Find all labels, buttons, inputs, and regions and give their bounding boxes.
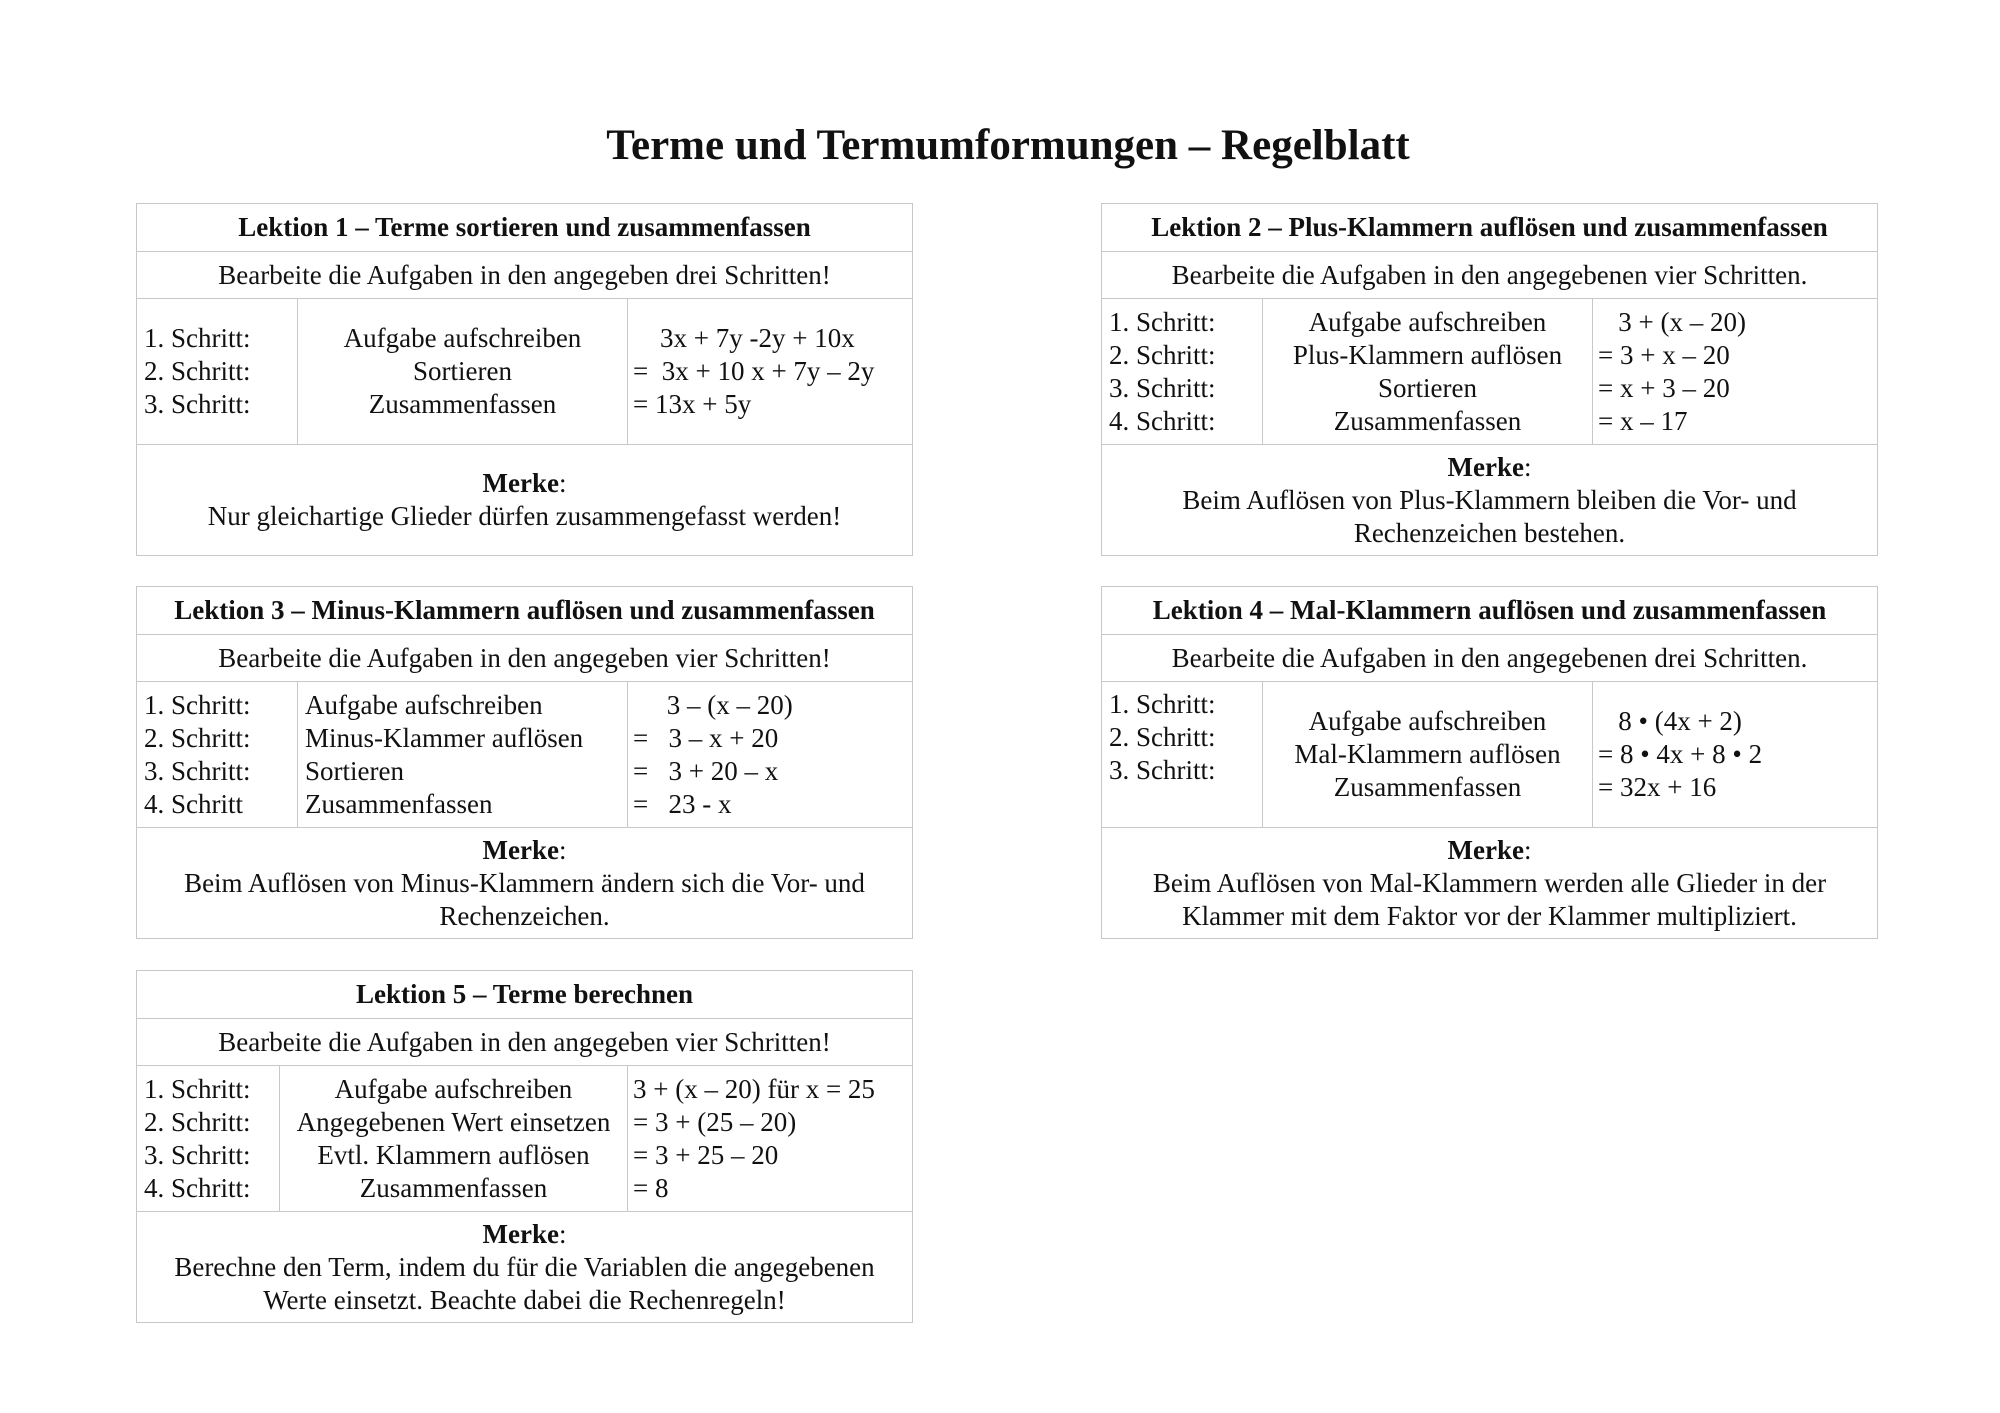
step-action: Plus-Klammern auflösen (1292, 339, 1563, 370)
step-label: 4. Schritt (144, 788, 243, 819)
lesson-heading: Lektion 3 – Minus-Klammern auflösen und zusammenfassen (137, 587, 912, 635)
merke-box: Merke: Beim Auflösen von Minus-Klammern ändern sich die Vor- und Rechenzeichen. (137, 828, 912, 938)
term-line: 3x + 7y -2y + 10x (633, 323, 855, 353)
step-label: 1. Schritt: (1109, 689, 1216, 719)
lesson-heading: Lektion 5 – Terme berechnen (137, 971, 912, 1019)
merke-label: Merke (1447, 834, 1524, 865)
lesson-heading: Lektion 1 – Terme sortieren und zusammenfassen (137, 204, 912, 252)
step-label: 2. Schritt: (144, 722, 251, 753)
merke-label: Merke (482, 468, 559, 498)
term-line: = 13x + 5y (633, 389, 752, 419)
step-label: 2. Schritt: (1109, 722, 1216, 752)
step-actions (1263, 682, 1593, 827)
step-label: 2. Schritt: (144, 1106, 251, 1137)
step-action: Mal-Klammern auflösen (1294, 739, 1561, 769)
merke-text: Rechenzeichen. (439, 900, 610, 931)
lesson-4-box (1101, 586, 1878, 939)
lesson-instruction: Bearbeite die Aufgaben in den angegebenen drei Schritten. (1102, 635, 1877, 682)
step-actions (298, 682, 628, 827)
term-line: = 3 – x + 20 (633, 722, 779, 753)
lesson-5-box (136, 970, 913, 1323)
merke-text: Berechne den Term, indem du für die Variablen die angegebenen (174, 1251, 875, 1282)
step-label: 1. Schritt: (144, 689, 251, 720)
step-action: Minus-Klammer auflösen (305, 722, 584, 753)
lesson-3-box (136, 586, 913, 939)
step-label: 1. Schritt: (1109, 306, 1216, 337)
merke-text: Beim Auflösen von Plus-Klammern bleiben die Vor- und (1182, 484, 1797, 515)
step-action: Sortieren (305, 755, 404, 786)
step-actions (280, 1066, 628, 1211)
step-action: Aufgabe aufschreiben (343, 323, 582, 353)
page-title: Terme und Termumformungen – Regelblatt (606, 122, 1410, 169)
lesson-instruction: Bearbeite die Aufgaben in den angegeben vier Schritten! (137, 635, 912, 682)
merke-label: Merke (482, 834, 559, 865)
term-line: = 3 + 20 – x (633, 755, 779, 786)
term-line: 3 + (x – 20) (1598, 306, 1746, 337)
term-line: = 8 • 4x + 8 • 2 (1598, 739, 1763, 769)
term-line: = 8 (633, 1172, 669, 1203)
step-label: 2. Schritt: (144, 356, 251, 386)
step-terms (1593, 682, 1877, 827)
step-label: 2. Schritt: (1109, 339, 1216, 370)
lesson-instruction: Bearbeite die Aufgaben in den angegeben vier Schritten! (137, 1019, 912, 1066)
steps-table (137, 1066, 912, 1212)
merke-text: Rechenzeichen bestehen. (1353, 517, 1626, 548)
term-line: = x + 3 – 20 (1598, 372, 1730, 403)
step-numbers (1102, 299, 1263, 444)
step-actions (298, 299, 628, 444)
step-action: Sortieren (1378, 372, 1477, 403)
merke-text: Klammer mit dem Faktor vor der Klammer multipliziert. (1182, 900, 1797, 931)
step-numbers (137, 1066, 280, 1211)
step-numbers (137, 682, 298, 827)
merke-text: Nur gleichartige Glieder dürfen zusammengefasst werden! (207, 501, 842, 531)
term-line: = 3 + (25 – 20) (633, 1106, 797, 1137)
step-label: 3. Schritt: (144, 389, 251, 419)
steps-table (1102, 682, 1877, 828)
merke-box: Merke: Berechne den Term, indem du für die Variablen die angegebenen Werte einsetzt. Beachte dabei die Rechenregeln! (137, 1212, 912, 1322)
step-action: Aufgabe aufschreiben (334, 1073, 573, 1104)
merke-label: Merke (1447, 451, 1524, 482)
lesson-instruction: Bearbeite die Aufgaben in den angegebenen vier Schritten. (1102, 252, 1877, 299)
lesson-heading: Lektion 4 – Mal-Klammern auflösen und zusammenfassen (1102, 587, 1877, 635)
step-label: 3. Schritt: (1109, 372, 1216, 403)
merke-box: Merke: Beim Auflösen von Plus-Klammern bleiben die Vor- und Rechenzeichen bestehen. (1102, 445, 1877, 555)
step-label: 3. Schritt: (144, 1139, 251, 1170)
step-action: Aufgabe aufschreiben (1308, 306, 1547, 337)
step-action: Zusammenfassen (368, 389, 557, 419)
step-actions (1263, 299, 1593, 444)
lesson-1-box (136, 203, 913, 556)
lesson-heading: Lektion 2 – Plus-Klammern auflösen und zusammenfassen (1102, 204, 1877, 252)
step-terms (1593, 299, 1877, 444)
merke-label: Merke (482, 1218, 559, 1249)
merke-box: Merke: Nur gleichartige Glieder dürfen zusammengefasst werden! (137, 445, 912, 555)
term-line: 3 + (x – 20) für x = 25 (633, 1073, 875, 1104)
steps-table (137, 682, 912, 828)
step-numbers (1102, 682, 1263, 827)
step-action: Zusammenfassen (1333, 772, 1522, 802)
step-terms (628, 682, 912, 827)
step-label: 3. Schritt: (1109, 755, 1216, 785)
merke-text: Beim Auflösen von Mal-Klammern werden alle Glieder in der (1152, 867, 1827, 898)
term-line: 8 • (4x + 2) (1598, 706, 1742, 736)
step-label: 4. Schritt: (1109, 405, 1216, 436)
step-terms (628, 299, 912, 444)
steps-table (1102, 299, 1877, 445)
step-action: Aufgabe aufschreiben (305, 689, 543, 720)
step-action: Zusammenfassen (1333, 405, 1522, 436)
steps-table (137, 299, 912, 445)
step-action: Aufgabe aufschreiben (1308, 706, 1547, 736)
step-action: Sortieren (413, 356, 512, 386)
step-action: Angegebenen Wert einsetzen (296, 1106, 611, 1137)
term-line: = 3x + 10 x + 7y – 2y (633, 356, 875, 386)
step-terms (628, 1066, 912, 1211)
step-numbers (137, 299, 298, 444)
term-line: 3 – (x – 20) (633, 689, 793, 720)
merke-box: Merke: Beim Auflösen von Mal-Klammern werden alle Glieder in der Klammer mit dem Faktor vor der Klammer multipliziert. (1102, 828, 1877, 938)
term-line: = 32x + 16 (1598, 772, 1717, 802)
step-action: Evtl. Klammern auflösen (317, 1139, 590, 1170)
step-label: 1. Schritt: (144, 323, 251, 353)
step-label: 1. Schritt: (144, 1073, 251, 1104)
merke-text: Beim Auflösen von Minus-Klammern ändern sich die Vor- und (184, 867, 865, 898)
term-line: = 23 - x (633, 788, 732, 819)
term-line: = 3 + x – 20 (1598, 339, 1730, 370)
step-action: Zusammenfassen (359, 1172, 548, 1203)
term-line: = 3 + 25 – 20 (633, 1139, 779, 1170)
merke-text: Werte einsetzt. Beachte dabei die Rechenregeln! (263, 1284, 786, 1315)
term-line: = x – 17 (1598, 405, 1688, 436)
step-label: 3. Schritt: (144, 755, 251, 786)
step-label: 4. Schritt: (144, 1172, 251, 1203)
lesson-2-box (1101, 203, 1878, 556)
step-action: Zusammenfassen (305, 788, 493, 819)
lesson-instruction: Bearbeite die Aufgaben in den angegeben drei Schritten! (137, 252, 912, 299)
